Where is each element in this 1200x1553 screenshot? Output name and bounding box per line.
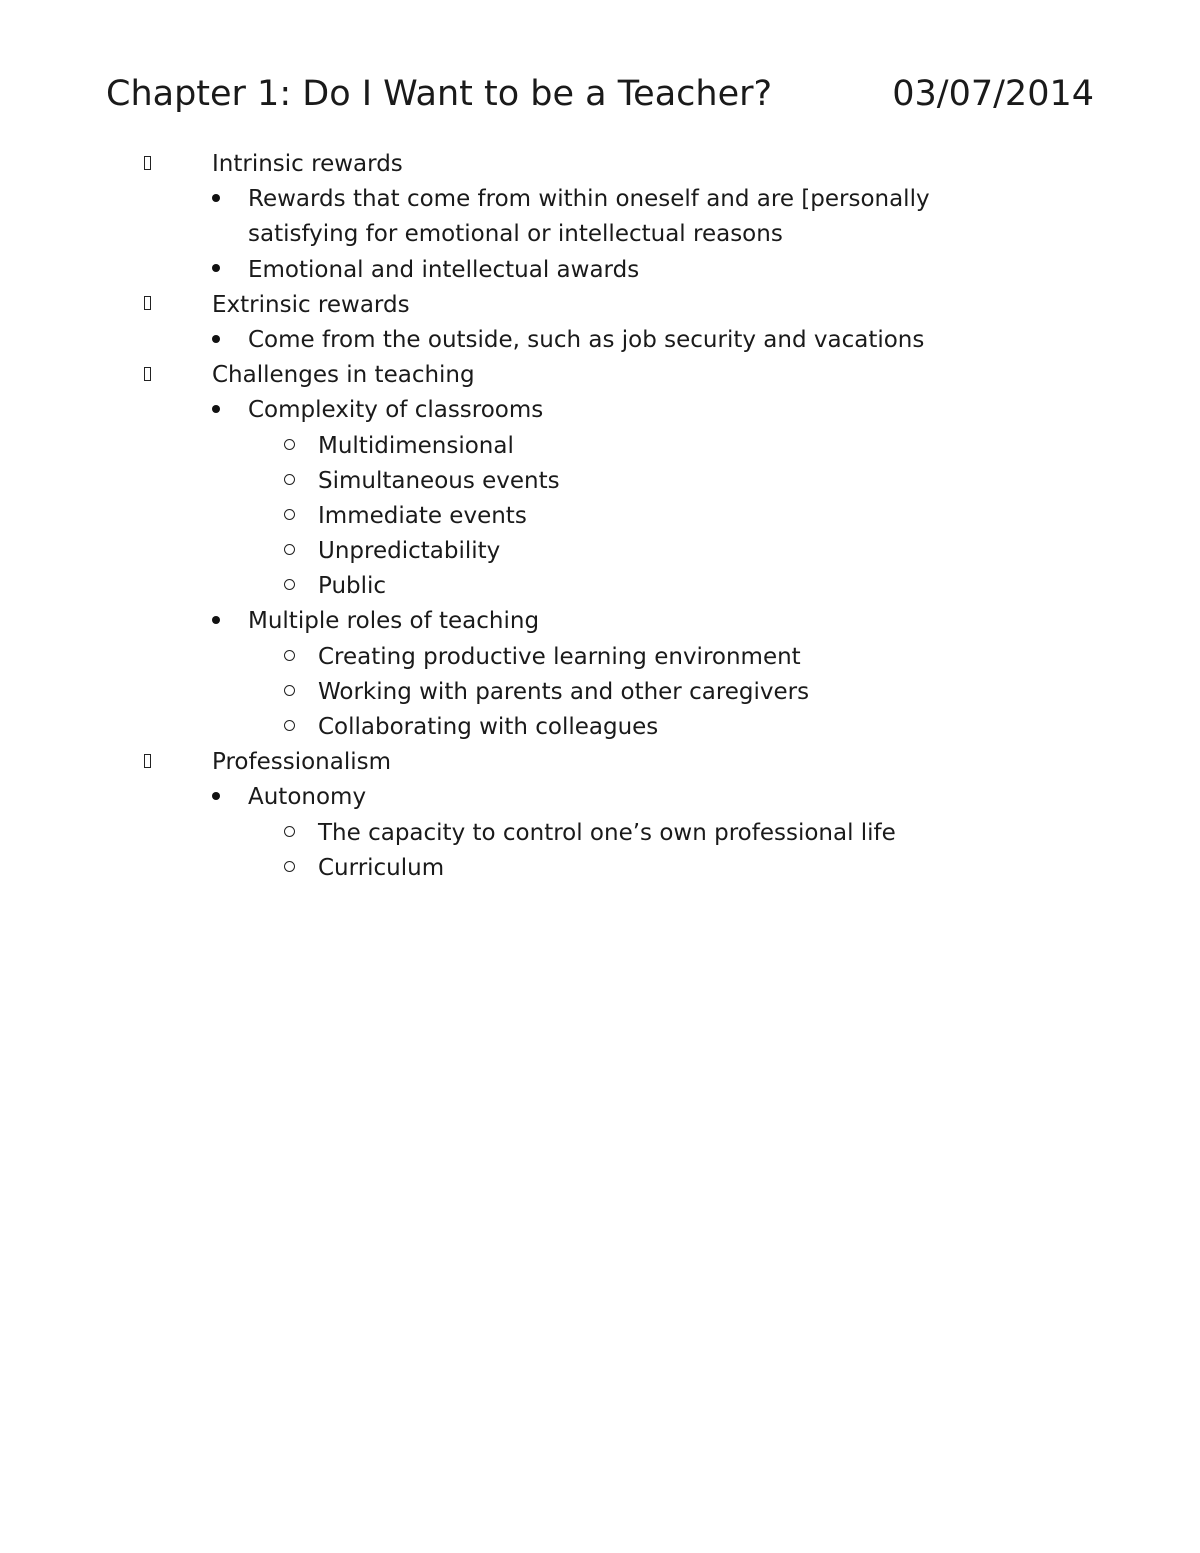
- outline-item-text: Simultaneous events: [318, 467, 560, 494]
- circle-icon: [280, 816, 298, 851]
- outline-item-level-2: [0, 780, 1200, 815]
- outline-item-level-3: [0, 710, 1200, 745]
- outline-item-text: Rewards that come from within oneself and are [personally satisfying for emotional or intellectual reasons: [248, 186, 930, 248]
- outline-item-text: Unpredictability: [318, 538, 501, 565]
- outline-item-text: Intrinsic rewards: [212, 151, 403, 177]
- circle-icon: [280, 851, 298, 886]
- outline-item-text: The capacity to control one’s own professional life: [318, 819, 896, 846]
- outline-item-text: Emotional and intellectual awards: [248, 256, 640, 283]
- outline-item-text: Multidimensional: [318, 432, 514, 459]
- outline-item-level-2: [0, 393, 1200, 428]
- bullet-icon: [208, 253, 224, 288]
- outline-item-level-3: [0, 499, 1200, 534]
- circle-icon: [280, 675, 298, 710]
- outline-item-text: Collaborating with colleagues: [318, 714, 659, 741]
- bullet-icon: [208, 182, 224, 217]
- circle-icon: [280, 640, 298, 675]
- outline-item-text: Immediate events: [318, 502, 527, 529]
- outline-item-level-3: [0, 464, 1200, 499]
- box-icon: [140, 288, 154, 323]
- circle-icon: [280, 429, 298, 464]
- page-date: 03/07/2014: [892, 74, 1094, 114]
- outline-item-level-3: [0, 675, 1200, 710]
- outline-item-level-2: [0, 604, 1200, 639]
- outline-item-level-1: [0, 745, 1200, 780]
- outline-item-level-1: [0, 358, 1200, 393]
- box-icon: [140, 745, 154, 780]
- outline-item-text: Curriculum: [318, 854, 445, 881]
- outline-item-text: Multiple roles of teaching: [248, 608, 540, 635]
- outline-item-text: Creating productive learning environment: [318, 643, 801, 670]
- circle-icon: [280, 534, 298, 569]
- circle-icon: [280, 710, 298, 745]
- outline-item-level-1: [0, 288, 1200, 323]
- outline-item-text: Public: [318, 573, 387, 600]
- outline-item-text: Autonomy: [248, 784, 367, 811]
- bullet-icon: [208, 780, 224, 815]
- outline-item-level-3: [0, 569, 1200, 604]
- outline-item-level-2: [0, 323, 1200, 358]
- outline-item-text: Complexity of classrooms: [248, 397, 544, 424]
- box-icon: [140, 147, 154, 182]
- outline-item-level-2: [0, 182, 1200, 252]
- circle-icon: [280, 464, 298, 499]
- circle-icon: [280, 569, 298, 604]
- outline-item-text: Professionalism: [212, 749, 392, 776]
- bullet-icon: [208, 604, 224, 639]
- bullet-icon: [208, 393, 224, 428]
- outline-item-level-3: [0, 640, 1200, 675]
- bullet-icon: [208, 323, 224, 358]
- box-icon: [140, 358, 154, 393]
- outline-item-level-3: [0, 816, 1200, 851]
- outline-item-level-1: [0, 147, 1200, 182]
- outline-item-level-3: [0, 534, 1200, 569]
- notes-outline: [0, 147, 1200, 886]
- outline-item-level-3: [0, 851, 1200, 886]
- outline-item-text: Extrinsic rewards: [212, 291, 410, 318]
- outline-item-text: Come from the outside, such as job security and vacations: [248, 326, 925, 353]
- outline-item-level-3: [0, 429, 1200, 464]
- circle-icon: [280, 499, 298, 534]
- outline-item-level-2: [0, 253, 1200, 288]
- page-title: Chapter 1: Do I Want to be a Teacher?: [106, 74, 773, 114]
- outline-item-text: Challenges in teaching: [212, 362, 475, 389]
- outline-item-text: Working with parents and other caregivers: [318, 678, 810, 705]
